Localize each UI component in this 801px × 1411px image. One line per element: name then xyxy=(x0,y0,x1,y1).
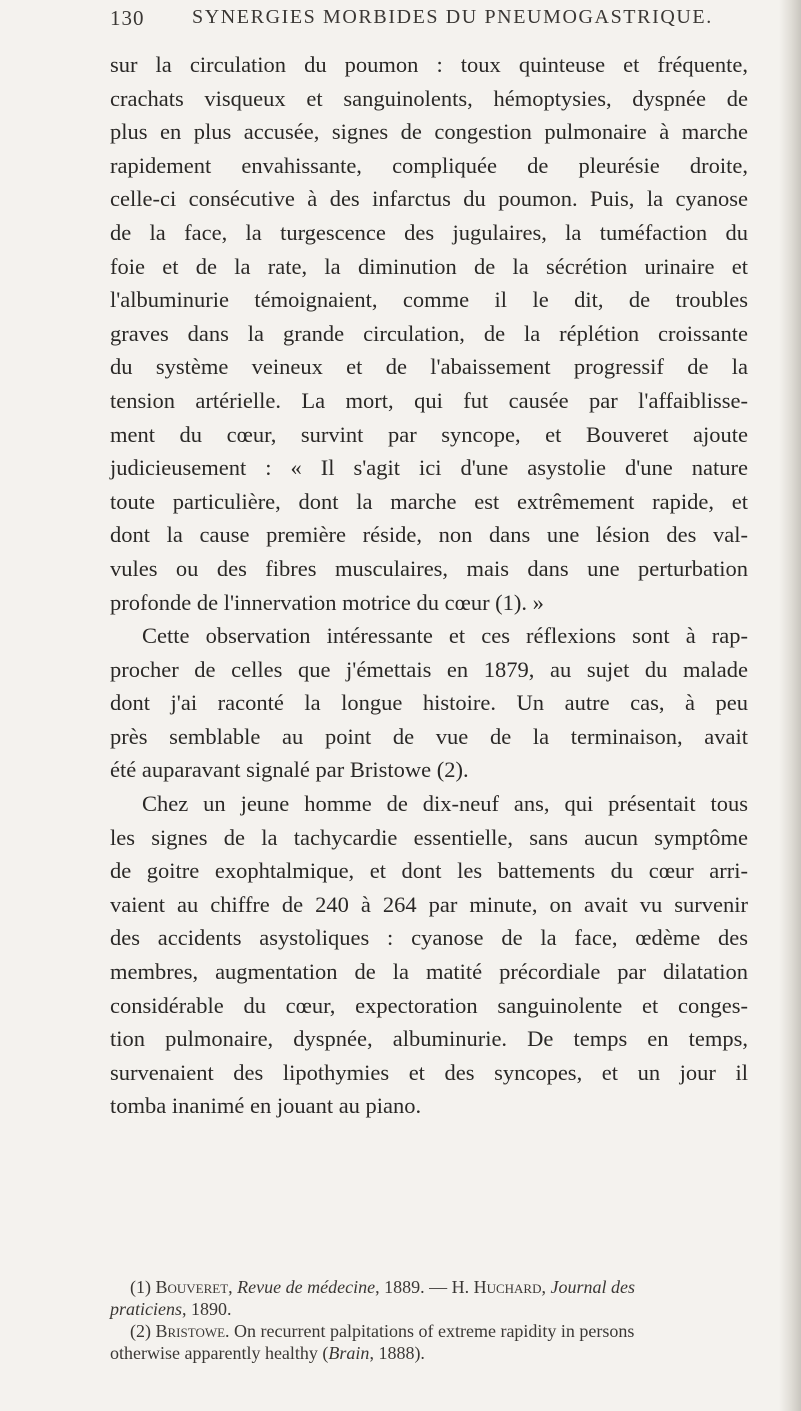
body-line: tomba inanimé en jouant au piano. xyxy=(110,1093,422,1119)
body-line: de la face, la turgescence des jugulaires, la tuméfaction du xyxy=(110,219,748,245)
body-line: l'albuminurie témoignaient, comme il le dit, de troubles xyxy=(110,287,748,313)
footnote-1-continued xyxy=(110,1298,750,1320)
body-line: profonde de l'innervation motrice du cœur (1). » xyxy=(110,589,544,615)
footnote-marker: (2) xyxy=(130,1321,156,1341)
body-line: considérable du cœur, expectoration sanguinolente et conges- xyxy=(110,992,748,1018)
paragraph-start-line: Chez un jeune homme de dix-neuf ans, qui présentait tous xyxy=(142,791,748,817)
body-line: survenaient des lipothymies et des syncopes, et un jour il xyxy=(110,1059,748,1085)
body-line: graves dans la grande circulation, de la réplétion croissante xyxy=(110,320,748,346)
body-line: été auparavant signalé par Bristowe (2). xyxy=(110,757,469,783)
body-line: tension artérielle. La mort, qui fut causée par l'affaiblisse- xyxy=(110,387,748,413)
body-line: des accidents asystoliques : cyanose de la face, œdème des xyxy=(110,925,748,951)
footnote-author: Bristowe xyxy=(155,1321,226,1341)
body-line: ment du cœur, survint par syncope, et Bouveret ajoute xyxy=(110,421,748,447)
body-line: du système veineux et de l'abaissement progressif de la xyxy=(110,354,748,380)
body-line: celle-ci consécutive à des infarctus du poumon. Puis, la cyanose xyxy=(110,186,748,212)
body-line: plus en plus accusée, signes de congestion pulmonaire à marche xyxy=(110,119,748,145)
body-line: rapidement envahissante, compliquée de pleurésie droite, xyxy=(110,152,748,178)
footnote-2-continued xyxy=(110,1342,750,1364)
footnote-text: , 1888). xyxy=(369,1343,425,1363)
body-line: sur la circulation du poumon : toux quinteuse et fréquente, xyxy=(110,52,748,77)
body-line: dont j'ai raconté la longue histoire. Un autre cas, à peu xyxy=(110,690,748,716)
paragraph-start-line: Cette observation intéressante et ces réflexions sont à rap- xyxy=(142,623,748,649)
body-line: vules ou des fibres musculaires, mais dans une perturbation xyxy=(110,555,748,581)
body-line: procher de celles que j'émettais en 1879, au sujet du malade xyxy=(110,656,748,682)
footnote-journal: praticiens xyxy=(110,1299,182,1319)
body-line: les signes de la tachycardie essentielle, sans aucun symptôme xyxy=(110,824,748,850)
footnote-journal: Brain xyxy=(328,1343,370,1363)
running-title: SYNERGIES MORBIDES DU PNEUMOGASTRIQUE. xyxy=(192,6,713,28)
footnote-text: , 1890. xyxy=(182,1299,232,1319)
body-line: judicieusement : « Il s'agit ici d'une asystolie d'une nature xyxy=(110,455,748,481)
footnote-2 xyxy=(110,1320,750,1342)
footnotes xyxy=(110,1276,750,1364)
body-text xyxy=(110,48,748,1123)
body-line: foie et de la rate, la diminution de la sécrétion urinaire et xyxy=(110,253,748,279)
footnote-author: Huchard xyxy=(473,1277,542,1297)
footnote-separator: , xyxy=(541,1277,551,1297)
body-line: tion pulmonaire, dyspnée, albuminurie. De temps en temps, xyxy=(110,1026,748,1052)
footnote-text: otherwise apparently healthy ( xyxy=(110,1343,329,1363)
body-line: crachats visqueux et sanguinolents, hémoptysies, dyspnée de xyxy=(110,85,748,111)
body-line: de goitre exophtalmique, et dont les battements du cœur arri- xyxy=(110,858,748,884)
page-number: 130 xyxy=(110,6,145,30)
body-line: toute particulière, dont la marche est extrêmement rapide, et xyxy=(110,488,748,514)
footnote-author: Bouveret xyxy=(155,1277,229,1297)
footnote-text: , 1889. — H. xyxy=(375,1277,474,1297)
footnote-journal: Revue de médecine xyxy=(237,1277,376,1297)
body-line: près semblable au point de vue de la terminaison, avait xyxy=(110,723,748,749)
body-line: vaient au chiffre de 240 à 264 par minute, on avait vu survenir xyxy=(110,891,748,917)
footnote-journal: Journal des xyxy=(550,1277,635,1297)
page-header xyxy=(110,6,760,36)
footnote-marker: (1) xyxy=(130,1277,156,1297)
body-line: membres, augmentation de la matité précordiale par dilatation xyxy=(110,959,748,985)
footnote-text: . On recurrent palpitations of extreme rapidity in persons xyxy=(225,1321,635,1341)
footnote-1 xyxy=(110,1276,750,1298)
footnote-separator: , xyxy=(228,1277,238,1297)
page-edge-shadow xyxy=(779,0,801,1411)
body-line: dont la cause première réside, non dans une lésion des val- xyxy=(110,522,748,548)
